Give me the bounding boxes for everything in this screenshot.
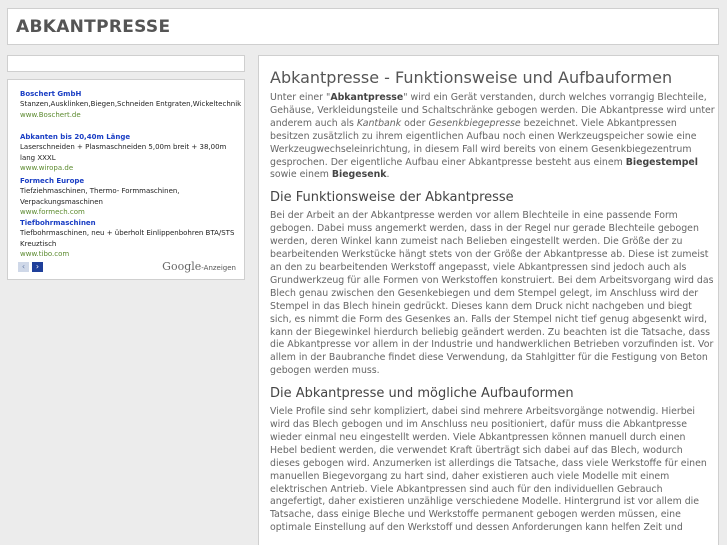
text: oder: [401, 117, 429, 129]
page-title: Abkantpresse - Funktionsweise und Aufbauformen: [270, 68, 673, 87]
keyword-biegesenk: Biegesenk: [331, 169, 387, 181]
text: bezeichnet. Viele Abkantpressen besitzen zusätzlich zu ihrem eigentlichen Aufbau noch einen Werkzeugspeicher sowie eine Werkzeugwechseleinrichtung, in diesem Fall wird bereits von einem Gesenkbiegezentrum gesprochen. Der eigentliche Aufbau einer Abkantpresse besteht aus einem: [270, 117, 697, 168]
ad-title[interactable]: Abkanten bis 20,40m Länge: [20, 133, 131, 141]
chevron-left-icon[interactable]: ‹: [18, 262, 29, 272]
ad-title[interactable]: Tiefbohrmaschinen: [20, 219, 96, 227]
article: [270, 68, 715, 535]
ad-block: [7, 79, 245, 280]
ad-title[interactable]: Boschert GmbH: [20, 90, 82, 98]
site-title[interactable]: ABKANTPRESSE: [16, 17, 171, 37]
ad-url[interactable]: www.wiropa.de: [20, 164, 74, 173]
intro-paragraph: [270, 92, 715, 182]
forms-paragraph: Viele Profile sind sehr kompliziert, dabei sind mehrere Arbeitsvorgänge notwendig. Hierbei wird das Blech gebogen und im Anschluss neu positioniert, dafür muss die Abkantpresse wieder einmal neu eingestellt werden. Viele Abkantpressen können manuell durch einen Hebel bedient werden, die verwendet Kraft überträgt sich dabei auf das Blech, wodurch dieses gebogen wird. Anzumerken ist allerdings die Tatsache, dass viele Werkstoffe für einen manuellen Biegevorgang zu hart sind, daher existieren auch viele Modelle mit einem elektrischen Antrieb. Viele Abkantpressen sind auch für den individuellen Gebrauch angefertigt, daher existieren unzählige verschiedene Modelle. Hintergrund ist vor allem die Tatsache, dass einige Bleche und Werkstoffe permanent gebogen werden müssen, eine optimale Einstellung auf den Werkstoff und dessen Anforderungen kann helfen Zeit und: [270, 406, 707, 534]
keyword-biegestempel: Biegestempel: [625, 156, 699, 168]
sidebar-top-box: [7, 55, 245, 72]
ad-text: Tiefziehmaschinen, Thermo- Formmaschinen, Verpackungsmaschinen: [20, 187, 180, 206]
ad-url[interactable]: www.formech.com: [20, 208, 85, 217]
main-content: [258, 55, 719, 545]
ad-item[interactable]: [20, 89, 242, 120]
section-heading-forms: Die Abkantpresse und mögliche Aufbauformen: [270, 386, 574, 402]
text: .: [386, 169, 390, 181]
ad-text: Laserschneiden + Plasmaschneiden 5,00m breit + 38,00m lang XXXL: [20, 143, 227, 162]
ad-pager: [18, 262, 43, 272]
ad-url[interactable]: www.Boschert.de: [20, 110, 81, 119]
ad-text: Tiefbohrmaschinen, neu + überholt Einlippenbohren BTA/STS Kreuztisch: [20, 229, 235, 248]
keyword-kantbank: Kantbank: [356, 117, 402, 129]
ad-text: Stanzen,Ausklinken,Biegen,Schneiden Entgraten,Wickeltechnik: [20, 100, 242, 109]
ad-item[interactable]: [20, 218, 242, 260]
ads-by-google[interactable]: [162, 260, 236, 273]
text: Unter einer ": [270, 92, 331, 103]
google-logo: Google: [162, 260, 202, 273]
ad-item[interactable]: [20, 132, 242, 174]
ad-url[interactable]: www.tibo.com: [20, 250, 70, 259]
keyword-abkantpresse: Abkantpresse: [330, 92, 404, 103]
function-paragraph: Bei der Arbeit an der Abkantpresse werden vor allem Blechteile in eine passende Form gebogen. Dabei muss angemerkt werden, dass in der Regel nur gerade Blechteile gebogen werden, deren Winkel kann zumeist nach Belieben eingestellt werden. Die Größe der zu bearbeitenden Werkstücke hängt stets von der Größe der Abkantpresse ab. Diese ist zumeist an den zu bearbeitenden Werkstoff angepasst, viele Abkantpressen sind jedoch auch als Grundwerkzeug für alle Formen von Werkstoffen konstruiert. Bei dem Arbeitsvorgang wird das Blech genau zwischen den Gesenkebiegen und dem Stempel gelegt, im Anschluss wird der Stempel in das Blech hinein gedrückt. Dieses kann dem Druck nicht nachgeben und biegt sich, es nimmt die Form des Gesenkes an. Falls der Stempel nicht tief genug abgesenkt wird, kann der Biegewinkel hierdurch beliebig geändert werden. Zu beachten ist die Tatsache, dass die Abkantpresse vor allem in der Industrie und handwerklichen Betrieben vorzufinden ist. Vor allem in der Baubranche findet diese Verwendung, da Stahlgitter für die Festigung von Beton gebogen werden muss.: [270, 210, 714, 377]
chevron-right-icon[interactable]: ›: [32, 262, 43, 272]
text: " wird ein Gerät verstanden, durch welches vorrangig Blechteile, Gehäuse, Verkleidungsteile und Schaltschränke gebogen werden. Die Abkantpresse wird unter anderem auch als: [270, 92, 715, 129]
ad-title[interactable]: Formech Europe: [20, 177, 85, 185]
ad-item[interactable]: [20, 176, 242, 218]
keyword-gesenkbiegepresse: Gesenkbiegepresse: [428, 117, 521, 129]
section-heading-function: Die Funktionsweise der Abkantpresse: [270, 190, 514, 206]
ads-label: -Anzeigen: [201, 264, 236, 272]
site-header: [7, 8, 719, 45]
text: sowie einem: [270, 169, 332, 181]
